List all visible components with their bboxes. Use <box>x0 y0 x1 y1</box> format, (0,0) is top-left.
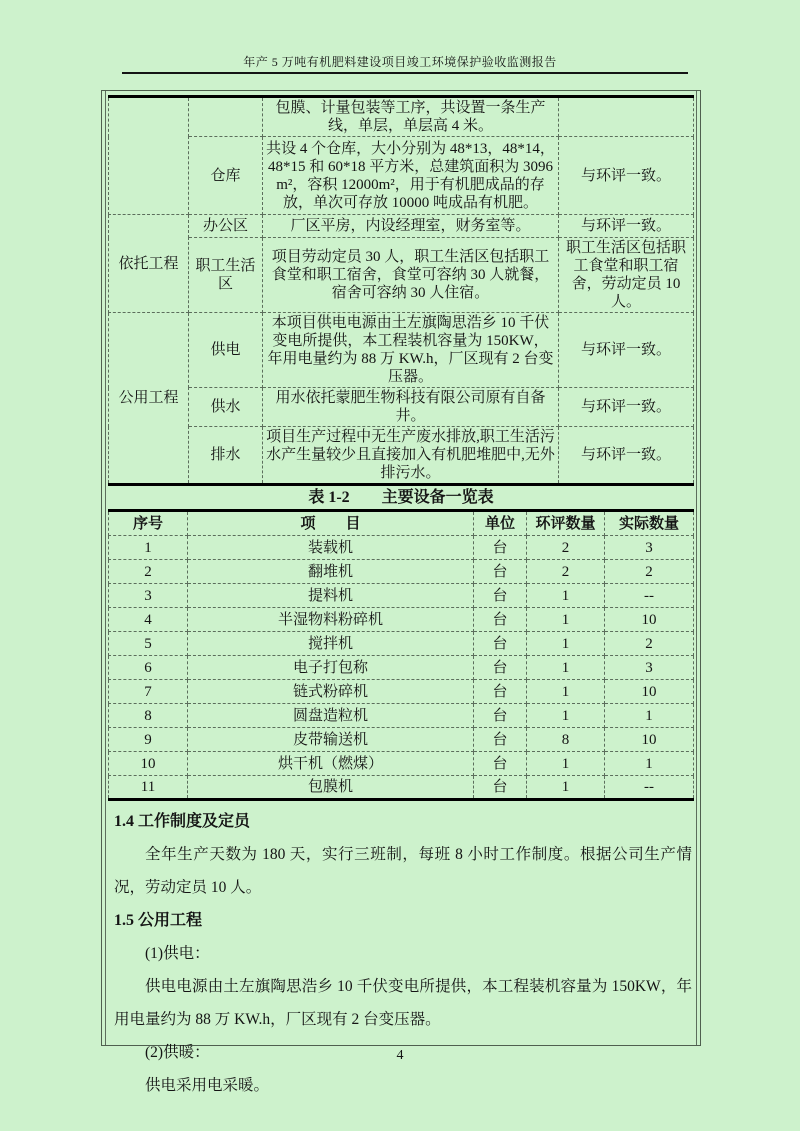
table-row <box>109 137 694 215</box>
cell-actual-qty: 3 <box>605 656 694 680</box>
sub-label-cell: 供水 <box>189 388 263 427</box>
equipment-table <box>108 509 694 801</box>
sub-label-cell: 仓库 <box>189 137 263 215</box>
sub-label-cell: 办公区 <box>189 215 263 238</box>
equipment-row <box>109 656 694 680</box>
page-number: 4 <box>396 1048 404 1063</box>
cell-unit: 台 <box>474 536 527 560</box>
cell-item: 链式粉碎机 <box>188 680 474 704</box>
cell-eia-qty: 1 <box>527 632 605 656</box>
table-row <box>109 238 694 313</box>
cell-index: 8 <box>109 704 188 728</box>
desc-cell: 项目劳动定员 30 人，职工生活区包括职工食堂和职工宿舍，食堂可容纳 30 人就餐，宿舍可容纳 30 人住宿。 <box>263 238 559 313</box>
cell-actual-qty: 10 <box>605 608 694 632</box>
table-row <box>109 388 694 427</box>
equipment-row <box>109 584 694 608</box>
cell-eia-qty: 2 <box>527 536 605 560</box>
cell-eia-qty: 1 <box>527 680 605 704</box>
section-heading-1-4: 1.4 工作制度及定员 <box>114 813 251 830</box>
status-cell: 与环评一致。 <box>559 388 694 427</box>
status-cell: 与环评一致。 <box>559 313 694 388</box>
cell-index: 9 <box>109 728 188 752</box>
equipment-row <box>109 560 694 584</box>
group-cell: 公用工程 <box>109 313 189 485</box>
cell-item: 搅拌机 <box>188 632 474 656</box>
desc-cell: 包膜、计量包装等工序，共设置一条生产线，单层，单层高 4 米。 <box>263 97 559 137</box>
cell-index: 6 <box>109 656 188 680</box>
table-row <box>109 427 694 485</box>
cell-actual-qty: -- <box>605 776 694 800</box>
status-cell: 与环评一致。 <box>559 427 694 485</box>
cell-index: 5 <box>109 632 188 656</box>
table-row <box>109 215 694 238</box>
content-frame <box>101 90 701 1094</box>
desc-cell: 厂区平房，内设经理室，财务室等。 <box>263 215 559 238</box>
group-cell-empty <box>109 97 189 215</box>
power-supply-paragraph: 供电电源由土左旗陶思浩乡 10 千伏变电所提供，本工程装机容量为 150KW，年用电量约为 88 万 KW.h，厂区现有 2 台变压器。 <box>114 978 692 1028</box>
cell-index: 10 <box>109 752 188 776</box>
status-cell: 职工生活区包括职工食堂和职工宿舍，劳动定员 10 人。 <box>559 238 694 313</box>
cell-eia-qty: 8 <box>527 728 605 752</box>
cell-unit: 台 <box>474 728 527 752</box>
sub-label-cell: 职工生活区 <box>189 238 263 313</box>
col-header-actual-qty: 实际数量 <box>605 511 694 536</box>
cell-index: 1 <box>109 536 188 560</box>
header-divider-rule <box>122 72 688 74</box>
cell-actual-qty: 1 <box>605 752 694 776</box>
cell-index: 2 <box>109 560 188 584</box>
heating-label: (2)供暖： <box>145 1044 210 1061</box>
project-overview-table <box>108 95 694 486</box>
cell-unit: 台 <box>474 632 527 656</box>
table-row <box>109 97 694 137</box>
cell-eia-qty: 1 <box>527 776 605 800</box>
cell-unit: 台 <box>474 752 527 776</box>
desc-cell: 用水依托蒙肥生物科技有限公司原有自备井。 <box>263 388 559 427</box>
cell-actual-qty: 3 <box>605 536 694 560</box>
cell-item: 装载机 <box>188 536 474 560</box>
cell-eia-qty: 1 <box>527 752 605 776</box>
cell-eia-qty: 1 <box>527 608 605 632</box>
equipment-row <box>109 752 694 776</box>
col-header-unit: 单位 <box>474 511 527 536</box>
section-1-4-paragraph: 全年生产天数为 180 天，实行三班制，每班 8 小时工作制度。根据公司生产情况，劳动定员 10 人。 <box>114 846 692 896</box>
report-header-title: 年产 5 万吨有机肥料建设项目竣工环境保护验收监测报告 <box>243 55 557 69</box>
cell-item: 电子打包称 <box>188 656 474 680</box>
equipment-row <box>109 776 694 800</box>
equipment-row <box>109 536 694 560</box>
heating-paragraph: 供电采用电采暖。 <box>145 1077 270 1094</box>
cell-eia-qty: 2 <box>527 560 605 584</box>
sub-label-cell: 排水 <box>189 427 263 485</box>
cell-item: 提料机 <box>188 584 474 608</box>
cell-unit: 台 <box>474 656 527 680</box>
sub-label-cell: 供电 <box>189 313 263 388</box>
equipment-row <box>109 632 694 656</box>
cell-index: 7 <box>109 680 188 704</box>
cell-item: 烘干机（燃煤） <box>188 752 474 776</box>
cell-eia-qty: 1 <box>527 704 605 728</box>
col-header-item: 项 目 <box>188 511 474 536</box>
cell-unit: 台 <box>474 680 527 704</box>
status-cell: 与环评一致。 <box>559 215 694 238</box>
cell-actual-qty: 10 <box>605 728 694 752</box>
cell-unit: 台 <box>474 704 527 728</box>
status-cell: 与环评一致。 <box>559 137 694 215</box>
col-header-index: 序号 <box>109 511 188 536</box>
cell-item: 皮带输送机 <box>188 728 474 752</box>
status-cell-empty <box>559 97 694 137</box>
cell-unit: 台 <box>474 560 527 584</box>
col-header-eia-qty: 环评数量 <box>527 511 605 536</box>
cell-item: 包膜机 <box>188 776 474 800</box>
desc-cell: 项目生产过程中无生产废水排放,职工生活污水产生量较少且直接加入有机肥堆肥中,无外排污水。 <box>263 427 559 485</box>
cell-unit: 台 <box>474 584 527 608</box>
cell-item: 翻堆机 <box>188 560 474 584</box>
section-heading-1-5: 1.5 公用工程 <box>114 912 203 929</box>
cell-item: 圆盘造粒机 <box>188 704 474 728</box>
cell-index: 4 <box>109 608 188 632</box>
group-cell: 依托工程 <box>109 215 189 313</box>
table-row <box>109 313 694 388</box>
cell-item: 半湿物料粉碎机 <box>188 608 474 632</box>
equipment-table-caption: 表 1-2 主要设备一览表 <box>308 489 494 506</box>
equipment-row <box>109 680 694 704</box>
content-frame-inner <box>105 91 697 1094</box>
desc-cell: 本项目供电电源由土左旗陶思浩乡 10 千伏变电所提供，本工程装机容量为 150KW，年用电量约为 88 万 KW.h，厂区现有 2 台变压器。 <box>263 313 559 388</box>
cell-eia-qty: 1 <box>527 656 605 680</box>
equipment-row <box>109 728 694 752</box>
cell-actual-qty: -- <box>605 584 694 608</box>
cell-index: 3 <box>109 584 188 608</box>
desc-cell: 共设 4 个仓库，大小分别为 48*13，48*14，48*15 和 60*18 平方米，总建筑面积为 3096m²，容积 12000m²，用于有机肥成品的存放，单次可存放 10000 吨成品有机肥。 <box>263 137 559 215</box>
cell-actual-qty: 2 <box>605 632 694 656</box>
power-supply-label: (1)供电： <box>145 945 210 962</box>
equipment-row <box>109 608 694 632</box>
cell-eia-qty: 1 <box>527 584 605 608</box>
cell-actual-qty: 10 <box>605 680 694 704</box>
equipment-header-row <box>109 511 694 536</box>
cell-unit: 台 <box>474 608 527 632</box>
cell-actual-qty: 1 <box>605 704 694 728</box>
cell-index: 11 <box>109 776 188 800</box>
cell-actual-qty: 2 <box>605 560 694 584</box>
cell-unit: 台 <box>474 776 527 800</box>
equipment-row <box>109 704 694 728</box>
sub-label-cell-empty <box>189 97 263 137</box>
